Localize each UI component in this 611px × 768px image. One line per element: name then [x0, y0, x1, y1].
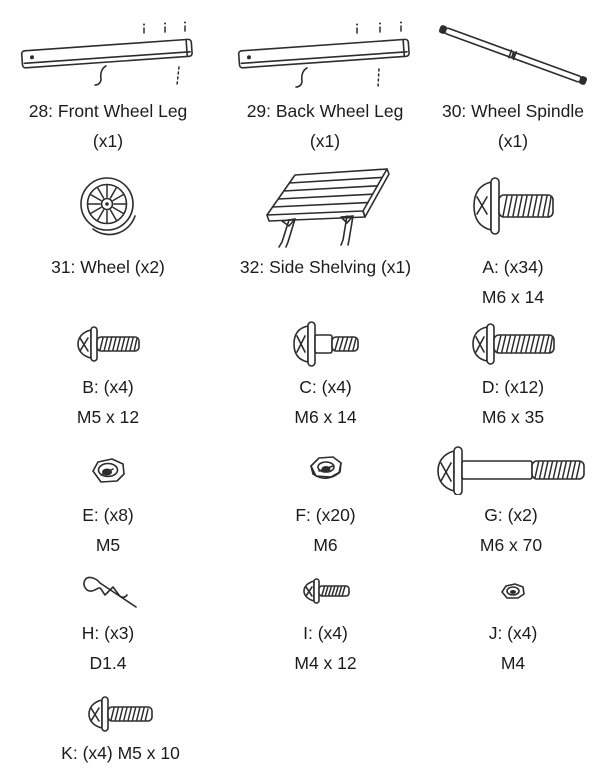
screw-d-icon [423, 316, 603, 372]
part-31-wheel [8, 160, 208, 282]
screw-i-icon [228, 564, 423, 618]
nut-j-icon [423, 564, 603, 618]
part-label: H: (x3) [81, 623, 135, 643]
part-c-screw [228, 316, 423, 432]
part-d-screw [423, 316, 603, 432]
part-label: 29: Back Wheel Leg [246, 101, 404, 121]
wheel-spindle-icon [420, 14, 606, 96]
part-32-side-shelving [228, 160, 423, 282]
bolt-g-icon [418, 440, 604, 500]
front-wheel-leg-icon [8, 14, 208, 96]
side-shelving-icon [228, 160, 423, 252]
part-label: E: (x8) [82, 505, 134, 525]
part-spec-label: M6 x 35 [481, 407, 545, 427]
part-label: J: (x4) [488, 623, 538, 643]
part-spec-label: D1.4 [89, 653, 127, 673]
part-i-screw [228, 564, 423, 678]
nut-e-icon [8, 440, 208, 500]
part-spec-label: M6 x 70 [479, 535, 543, 555]
screw-b-icon [8, 316, 208, 372]
nut-f-icon [228, 440, 423, 500]
part-e-nut [8, 440, 208, 560]
r-clip-icon [8, 564, 208, 618]
part-spec-label: M6 x 14 [294, 407, 357, 427]
part-label: D: (x12) [481, 377, 545, 397]
screw-a-icon [423, 160, 603, 252]
part-label: C: (x4) [299, 377, 352, 397]
part-label: 31: Wheel (x2) [51, 257, 165, 277]
part-label: I: (x4) [303, 623, 348, 643]
part-g-bolt [418, 440, 604, 560]
part-label: K: (x4) M5 x 10 [61, 743, 180, 763]
part-k-screw [18, 690, 223, 768]
part-label: 32: Side Shelving (x1) [239, 257, 412, 277]
part-label: 30: Wheel Spindle [441, 101, 585, 121]
part-spec-label: M4 x 12 [294, 653, 357, 673]
part-label: G: (x2) [484, 505, 538, 525]
wheel-icon [8, 160, 208, 252]
screw-k-icon [18, 690, 223, 738]
part-label: F: (x20) [295, 505, 356, 525]
part-b-screw [8, 316, 208, 432]
part-28-front-wheel-leg [8, 14, 208, 156]
part-spec-label: M6 x 14 [481, 287, 545, 307]
back-wheel-leg-icon [225, 14, 425, 96]
part-spec-label: M5 [95, 535, 121, 555]
screw-c-icon [228, 316, 423, 372]
part-j-nut [423, 564, 603, 678]
part-a-screw [423, 160, 603, 312]
part-29-back-wheel-leg [225, 14, 425, 156]
part-h-clip [8, 564, 208, 678]
part-qty-label: (x1) [309, 131, 341, 151]
part-30-wheel-spindle [420, 14, 606, 156]
part-qty-label: (x1) [497, 131, 529, 151]
part-label: B: (x4) [82, 377, 134, 397]
part-spec-label: M5 x 12 [76, 407, 140, 427]
part-label: 28: Front Wheel Leg [28, 101, 188, 121]
part-qty-label: (x1) [92, 131, 124, 151]
part-label: A: (x34) [482, 257, 544, 277]
part-spec-label: M6 [313, 535, 338, 555]
part-f-nut [228, 440, 423, 560]
part-spec-label: M4 [500, 653, 526, 673]
